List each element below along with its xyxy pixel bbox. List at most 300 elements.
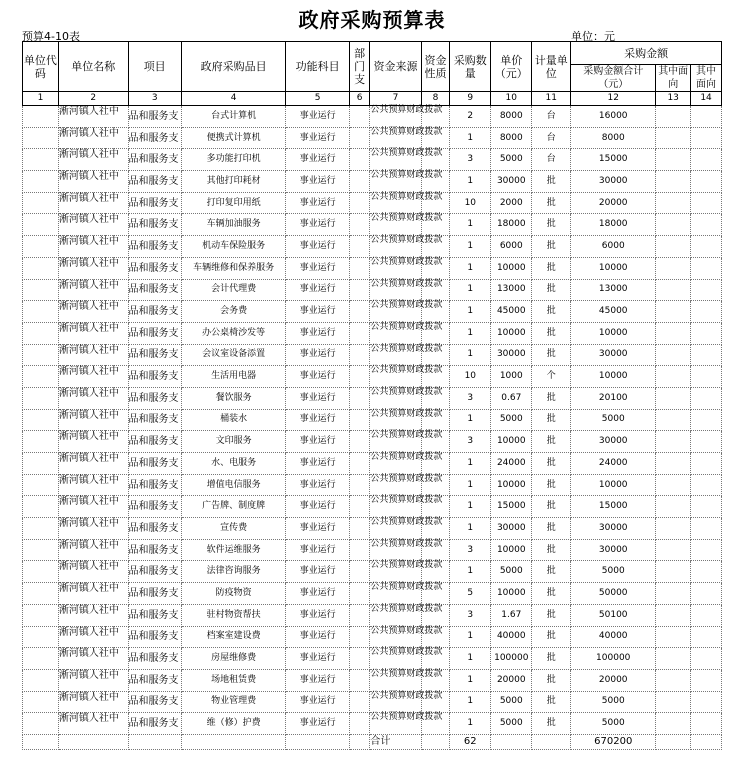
- function-subject-cell: 事业运行: [286, 236, 350, 258]
- item-category-cell: 品和服务支: [128, 431, 181, 453]
- measure-unit-cell: 批: [532, 691, 571, 713]
- measure-unit-cell: 批: [532, 648, 571, 670]
- unit-price-cell: 10000: [491, 539, 532, 561]
- procurement-item-cell: 档案室建设费: [181, 626, 286, 648]
- unit-name-cell: 淅河镇人社中: [58, 409, 128, 431]
- measure-unit-cell: 个: [532, 366, 571, 388]
- procurement-item-cell: 台式计算机: [181, 106, 286, 128]
- fund-source-cell: 公共预算财政拨款: [370, 257, 421, 279]
- measure-unit-cell: 批: [532, 409, 571, 431]
- page-title: 政府采购预算表: [298, 8, 446, 32]
- quantity-cell: 3: [450, 539, 491, 561]
- item-category-cell: 品和服务支: [128, 691, 181, 713]
- item-category-cell: 品和服务支: [128, 279, 181, 301]
- dept-subject-cell: [349, 214, 369, 236]
- column-number: 7: [370, 92, 421, 106]
- header-fund-source: 资金来源: [370, 42, 421, 92]
- table-row: [23, 344, 722, 366]
- fund-source-cell: 公共预算财政拨款: [370, 366, 421, 388]
- procurement-item-cell: 机动车保险服务: [181, 236, 286, 258]
- quantity-cell: 1: [450, 127, 491, 149]
- column-number: 11: [532, 92, 571, 106]
- dept-subject-cell: [349, 127, 369, 149]
- unit-name-cell: 淅河镇人社中: [58, 236, 128, 258]
- amount-sub2-cell: [691, 539, 722, 561]
- unit-code-cell: [23, 561, 59, 583]
- amount-sub2-cell: [691, 669, 722, 691]
- table-row: [23, 669, 722, 691]
- amount-sub1-cell: [656, 453, 691, 475]
- amount-sub2-cell: [691, 583, 722, 605]
- procurement-item-cell: 增值电信服务: [181, 474, 286, 496]
- unit-code-cell: [23, 236, 59, 258]
- fund-source-cell: 公共预算财政拨款: [370, 691, 421, 713]
- item-category-cell: 品和服务支: [128, 149, 181, 171]
- column-number: 14: [691, 92, 722, 106]
- item-category-cell: 品和服务支: [128, 713, 181, 735]
- table-row: [23, 322, 722, 344]
- amount-sub2-cell: [691, 604, 722, 626]
- quantity-cell: 1: [450, 257, 491, 279]
- amount-sub1-cell: [656, 409, 691, 431]
- unit-name-cell: 淅河镇人社中: [58, 518, 128, 540]
- function-subject-cell: 事业运行: [286, 387, 350, 409]
- measure-unit-cell: 批: [532, 474, 571, 496]
- header-dept-subject: 部门支: [349, 42, 369, 92]
- measure-unit-cell: 批: [532, 669, 571, 691]
- table-row: [23, 691, 722, 713]
- measure-unit-cell: 台: [532, 106, 571, 128]
- amount-cell: 24000: [571, 453, 656, 475]
- column-number-row: [23, 92, 722, 106]
- function-subject-cell: 事业运行: [286, 257, 350, 279]
- item-category-cell: 品和服务支: [128, 387, 181, 409]
- procurement-item-cell: 多功能打印机: [181, 149, 286, 171]
- dept-subject-cell: [349, 192, 369, 214]
- function-subject-cell: 事业运行: [286, 626, 350, 648]
- table-row: [23, 648, 722, 670]
- amount-sub2-cell: [691, 626, 722, 648]
- fund-source-cell: 公共预算财政拨款: [370, 648, 421, 670]
- amount-sub1-cell: [656, 214, 691, 236]
- amount-sub2-cell: [691, 561, 722, 583]
- header-unit-name: 单位名称: [58, 42, 128, 92]
- amount-cell: 40000: [571, 626, 656, 648]
- dept-subject-cell: [349, 648, 369, 670]
- unit-name-cell: 淅河镇人社中: [58, 387, 128, 409]
- dept-subject-cell: [349, 344, 369, 366]
- dept-subject-cell: [349, 431, 369, 453]
- table-row: [23, 561, 722, 583]
- measure-unit-cell: 台: [532, 149, 571, 171]
- fund-source-cell: 公共预算财政拨款: [370, 431, 421, 453]
- unit-code-cell: [23, 192, 59, 214]
- dept-subject-cell: [349, 539, 369, 561]
- amount-sub1-cell: [656, 691, 691, 713]
- measure-unit-cell: 批: [532, 496, 571, 518]
- measure-unit-cell: 批: [532, 257, 571, 279]
- unit-name-cell: 淅河镇人社中: [58, 496, 128, 518]
- quantity-cell: 3: [450, 431, 491, 453]
- unit-price-cell: 0.67: [491, 387, 532, 409]
- function-subject-cell: 事业运行: [286, 604, 350, 626]
- dept-subject-cell: [349, 626, 369, 648]
- procurement-item-cell: 会务费: [181, 301, 286, 323]
- unit-name-cell: 淅河镇人社中: [58, 127, 128, 149]
- table-row: [23, 127, 722, 149]
- fund-source-cell: 公共预算财政拨款: [370, 387, 421, 409]
- quantity-cell: 1: [450, 669, 491, 691]
- table-row: [23, 106, 722, 128]
- dept-subject-cell: [349, 366, 369, 388]
- item-category-cell: 品和服务支: [128, 474, 181, 496]
- quantity-cell: 1: [450, 518, 491, 540]
- item-category-cell: 品和服务支: [128, 453, 181, 475]
- amount-sub1-cell: [656, 387, 691, 409]
- column-number: 5: [286, 92, 350, 106]
- table-row: [23, 604, 722, 626]
- amount-sub2-cell: [691, 344, 722, 366]
- unit-price-cell: 15000: [491, 496, 532, 518]
- header-amount-total: 采购金额合计（元）: [571, 65, 656, 92]
- dept-subject-cell: [349, 279, 369, 301]
- function-subject-cell: 事业运行: [286, 149, 350, 171]
- measure-unit-cell: 批: [532, 453, 571, 475]
- item-category-cell: 品和服务支: [128, 539, 181, 561]
- amount-cell: 20000: [571, 192, 656, 214]
- procurement-item-cell: 广告牌、制度牌: [181, 496, 286, 518]
- function-subject-cell: 事业运行: [286, 713, 350, 735]
- amount-cell: 15000: [571, 496, 656, 518]
- amount-cell: 20100: [571, 387, 656, 409]
- item-category-cell: 品和服务支: [128, 366, 181, 388]
- dept-subject-cell: [349, 604, 369, 626]
- header-quantity: 采购数量: [450, 42, 491, 92]
- function-subject-cell: 事业运行: [286, 214, 350, 236]
- table-row: [23, 301, 722, 323]
- fund-source-cell: 公共预算财政拨款: [370, 192, 421, 214]
- table-row: [23, 496, 722, 518]
- amount-cell: 5000: [571, 713, 656, 735]
- unit-name-cell: 淅河镇人社中: [58, 431, 128, 453]
- procurement-item-cell: 生活用电器: [181, 366, 286, 388]
- header-item: 项目: [128, 42, 181, 92]
- dept-subject-cell: [349, 149, 369, 171]
- quantity-cell: 1: [450, 322, 491, 344]
- dept-subject-cell: [349, 236, 369, 258]
- measure-unit-cell: 批: [532, 431, 571, 453]
- unit-price-cell: 5000: [491, 713, 532, 735]
- unit-price-cell: 10000: [491, 322, 532, 344]
- amount-sub2-cell: [691, 171, 722, 193]
- dept-subject-cell: [349, 387, 369, 409]
- amount-sub1-cell: [656, 192, 691, 214]
- amount-sub2-cell: [691, 149, 722, 171]
- amount-sub1-cell: [656, 669, 691, 691]
- dept-subject-cell: [349, 171, 369, 193]
- amount-cell: 30000: [571, 171, 656, 193]
- fund-source-cell: 公共预算财政拨款: [370, 322, 421, 344]
- dept-subject-cell: [349, 301, 369, 323]
- amount-sub2-cell: [691, 106, 722, 128]
- unit-name-cell: 淅河镇人社中: [58, 257, 128, 279]
- table-row: [23, 236, 722, 258]
- fund-source-cell: 公共预算财政拨款: [370, 171, 421, 193]
- unit-code-cell: [23, 431, 59, 453]
- amount-sub2-cell: [691, 518, 722, 540]
- amount-sub1-cell: [656, 648, 691, 670]
- procurement-item-cell: 物业管理费: [181, 691, 286, 713]
- quantity-cell: 10: [450, 192, 491, 214]
- total-label: 合计: [370, 734, 421, 749]
- amount-sub1-cell: [656, 713, 691, 735]
- measure-unit-cell: 批: [532, 626, 571, 648]
- amount-sub1-cell: [656, 474, 691, 496]
- unit-name-cell: 淅河镇人社中: [58, 626, 128, 648]
- item-category-cell: 品和服务支: [128, 626, 181, 648]
- unit-name-cell: 淅河镇人社中: [58, 279, 128, 301]
- amount-sub2-cell: [691, 279, 722, 301]
- procurement-item-cell: 水、电服务: [181, 453, 286, 475]
- quantity-cell: 1: [450, 453, 491, 475]
- item-category-cell: 品和服务支: [128, 127, 181, 149]
- function-subject-cell: 事业运行: [286, 171, 350, 193]
- unit-name-cell: 淅河镇人社中: [58, 214, 128, 236]
- unit-name-cell: 淅河镇人社中: [58, 604, 128, 626]
- procurement-item-cell: 车辆维修和保养服务: [181, 257, 286, 279]
- measure-unit-cell: 批: [532, 518, 571, 540]
- fund-source-cell: 公共预算财政拨款: [370, 561, 421, 583]
- table-row: [23, 518, 722, 540]
- unit-code-cell: [23, 518, 59, 540]
- procurement-item-cell: 宣传费: [181, 518, 286, 540]
- unit-name-cell: 淅河镇人社中: [58, 583, 128, 605]
- amount-cell: 30000: [571, 344, 656, 366]
- unit-price-cell: 5000: [491, 149, 532, 171]
- table-row: [23, 626, 722, 648]
- quantity-cell: 1: [450, 344, 491, 366]
- item-category-cell: 品和服务支: [128, 301, 181, 323]
- amount-cell: 100000: [571, 648, 656, 670]
- dept-subject-cell: [349, 518, 369, 540]
- unit-price-cell: 30000: [491, 171, 532, 193]
- amount-cell: 5000: [571, 691, 656, 713]
- measure-unit-cell: 批: [532, 583, 571, 605]
- amount-cell: 10000: [571, 257, 656, 279]
- quantity-cell: 1: [450, 171, 491, 193]
- unit-code-cell: [23, 409, 59, 431]
- quantity-cell: 1: [450, 409, 491, 431]
- unit-label: 单位：元: [571, 30, 615, 43]
- amount-sub1-cell: [656, 106, 691, 128]
- function-subject-cell: 事业运行: [286, 431, 350, 453]
- quantity-cell: 1: [450, 496, 491, 518]
- procurement-item-cell: 其他打印耗材: [181, 171, 286, 193]
- function-subject-cell: 事业运行: [286, 322, 350, 344]
- unit-price-cell: 30000: [491, 518, 532, 540]
- amount-sub2-cell: [691, 192, 722, 214]
- amount-sub1-cell: [656, 236, 691, 258]
- unit-price-cell: 24000: [491, 453, 532, 475]
- measure-unit-cell: 批: [532, 236, 571, 258]
- quantity-cell: 3: [450, 604, 491, 626]
- amount-cell: 50000: [571, 583, 656, 605]
- unit-code-cell: [23, 106, 59, 128]
- amount-cell: 10000: [571, 366, 656, 388]
- measure-unit-cell: 批: [532, 344, 571, 366]
- unit-code-cell: [23, 366, 59, 388]
- unit-price-cell: 8000: [491, 106, 532, 128]
- total-amount: 670200: [571, 734, 656, 749]
- quantity-cell: 1: [450, 691, 491, 713]
- column-number: 2: [58, 92, 128, 106]
- measure-unit-cell: 批: [532, 171, 571, 193]
- amount-sub2-cell: [691, 257, 722, 279]
- item-category-cell: 品和服务支: [128, 214, 181, 236]
- unit-name-cell: 淅河镇人社中: [58, 344, 128, 366]
- item-category-cell: 品和服务支: [128, 561, 181, 583]
- amount-sub1-cell: [656, 322, 691, 344]
- unit-name-cell: 淅河镇人社中: [58, 192, 128, 214]
- item-category-cell: 品和服务支: [128, 496, 181, 518]
- item-category-cell: 品和服务支: [128, 236, 181, 258]
- unit-code-cell: [23, 322, 59, 344]
- function-subject-cell: 事业运行: [286, 366, 350, 388]
- amount-cell: 10000: [571, 474, 656, 496]
- measure-unit-cell: 批: [532, 322, 571, 344]
- header-procurement-item: 政府采购品目: [181, 42, 286, 92]
- item-category-cell: 品和服务支: [128, 257, 181, 279]
- amount-sub1-cell: [656, 127, 691, 149]
- procurement-item-cell: 软件运维服务: [181, 539, 286, 561]
- function-subject-cell: 事业运行: [286, 279, 350, 301]
- function-subject-cell: 事业运行: [286, 344, 350, 366]
- measure-unit-cell: 批: [532, 604, 571, 626]
- unit-price-cell: 20000: [491, 669, 532, 691]
- unit-code-cell: [23, 691, 59, 713]
- unit-code-cell: [23, 713, 59, 735]
- unit-name-cell: 淅河镇人社中: [58, 366, 128, 388]
- fund-source-cell: 公共预算财政拨款: [370, 149, 421, 171]
- function-subject-cell: 事业运行: [286, 409, 350, 431]
- quantity-cell: 1: [450, 301, 491, 323]
- procurement-item-cell: 会议室设备添置: [181, 344, 286, 366]
- amount-cell: 30000: [571, 518, 656, 540]
- function-subject-cell: 事业运行: [286, 583, 350, 605]
- amount-sub1-cell: [656, 344, 691, 366]
- item-category-cell: 品和服务支: [128, 171, 181, 193]
- function-subject-cell: 事业运行: [286, 648, 350, 670]
- dept-subject-cell: [349, 669, 369, 691]
- unit-name-cell: 淅河镇人社中: [58, 648, 128, 670]
- amount-sub2-cell: [691, 431, 722, 453]
- procurement-item-cell: 便携式计算机: [181, 127, 286, 149]
- unit-code-cell: [23, 171, 59, 193]
- header-unit-code: 单位代码: [23, 42, 59, 92]
- function-subject-cell: 事业运行: [286, 518, 350, 540]
- amount-sub1-cell: [656, 518, 691, 540]
- amount-cell: 6000: [571, 236, 656, 258]
- function-subject-cell: 事业运行: [286, 106, 350, 128]
- item-category-cell: 品和服务支: [128, 518, 181, 540]
- procurement-item-cell: 维（修）护费: [181, 713, 286, 735]
- dept-subject-cell: [349, 713, 369, 735]
- unit-name-cell: 淅河镇人社中: [58, 171, 128, 193]
- measure-unit-cell: 批: [532, 214, 571, 236]
- amount-sub2-cell: [691, 691, 722, 713]
- item-category-cell: 品和服务支: [128, 344, 181, 366]
- unit-code-cell: [23, 648, 59, 670]
- fund-source-cell: 公共预算财政拨款: [370, 106, 421, 128]
- item-category-cell: 品和服务支: [128, 192, 181, 214]
- amount-sub1-cell: [656, 366, 691, 388]
- unit-name-cell: 淅河镇人社中: [58, 691, 128, 713]
- measure-unit-cell: 批: [532, 279, 571, 301]
- fund-source-cell: 公共预算财政拨款: [370, 713, 421, 735]
- unit-price-cell: 5000: [491, 409, 532, 431]
- unit-name-cell: 淅河镇人社中: [58, 106, 128, 128]
- column-number: 1: [23, 92, 59, 106]
- measure-unit-cell: 批: [532, 539, 571, 561]
- fund-source-cell: 公共预算财政拨款: [370, 409, 421, 431]
- column-number: 3: [128, 92, 181, 106]
- amount-sub2-cell: [691, 236, 722, 258]
- header-amount-sub2: 其中面向: [691, 65, 722, 92]
- amount-cell: 30000: [571, 539, 656, 561]
- table-row: [23, 431, 722, 453]
- unit-price-cell: 13000: [491, 279, 532, 301]
- fund-source-cell: 公共预算财政拨款: [370, 539, 421, 561]
- amount-sub2-cell: [691, 366, 722, 388]
- unit-price-cell: 8000: [491, 127, 532, 149]
- table-row: [23, 149, 722, 171]
- amount-sub1-cell: [656, 279, 691, 301]
- quantity-cell: 1: [450, 561, 491, 583]
- quantity-cell: 5: [450, 583, 491, 605]
- table-number: 预算4-10表: [22, 30, 80, 43]
- unit-name-cell: 淅河镇人社中: [58, 453, 128, 475]
- unit-price-cell: 10000: [491, 474, 532, 496]
- amount-cell: 5000: [571, 561, 656, 583]
- unit-price-cell: 6000: [491, 236, 532, 258]
- unit-code-cell: [23, 626, 59, 648]
- table-row: [23, 171, 722, 193]
- unit-code-cell: [23, 214, 59, 236]
- column-number: 12: [571, 92, 656, 106]
- amount-sub1-cell: [656, 171, 691, 193]
- dept-subject-cell: [349, 453, 369, 475]
- header-amount-sub1: 其中面向: [656, 65, 691, 92]
- table-row: [23, 214, 722, 236]
- procurement-item-cell: 场地租赁费: [181, 669, 286, 691]
- unit-name-cell: 淅河镇人社中: [58, 474, 128, 496]
- table-row: [23, 583, 722, 605]
- total-row: [23, 734, 722, 749]
- unit-price-cell: 5000: [491, 561, 532, 583]
- amount-sub2-cell: [691, 127, 722, 149]
- amount-sub2-cell: [691, 409, 722, 431]
- amount-sub2-cell: [691, 474, 722, 496]
- procurement-item-cell: 会计代理费: [181, 279, 286, 301]
- amount-sub2-cell: [691, 301, 722, 323]
- unit-price-cell: 2000: [491, 192, 532, 214]
- table-row: [23, 409, 722, 431]
- measure-unit-cell: 批: [532, 561, 571, 583]
- unit-price-cell: 40000: [491, 626, 532, 648]
- amount-sub1-cell: [656, 539, 691, 561]
- column-number: 10: [491, 92, 532, 106]
- measure-unit-cell: 批: [532, 387, 571, 409]
